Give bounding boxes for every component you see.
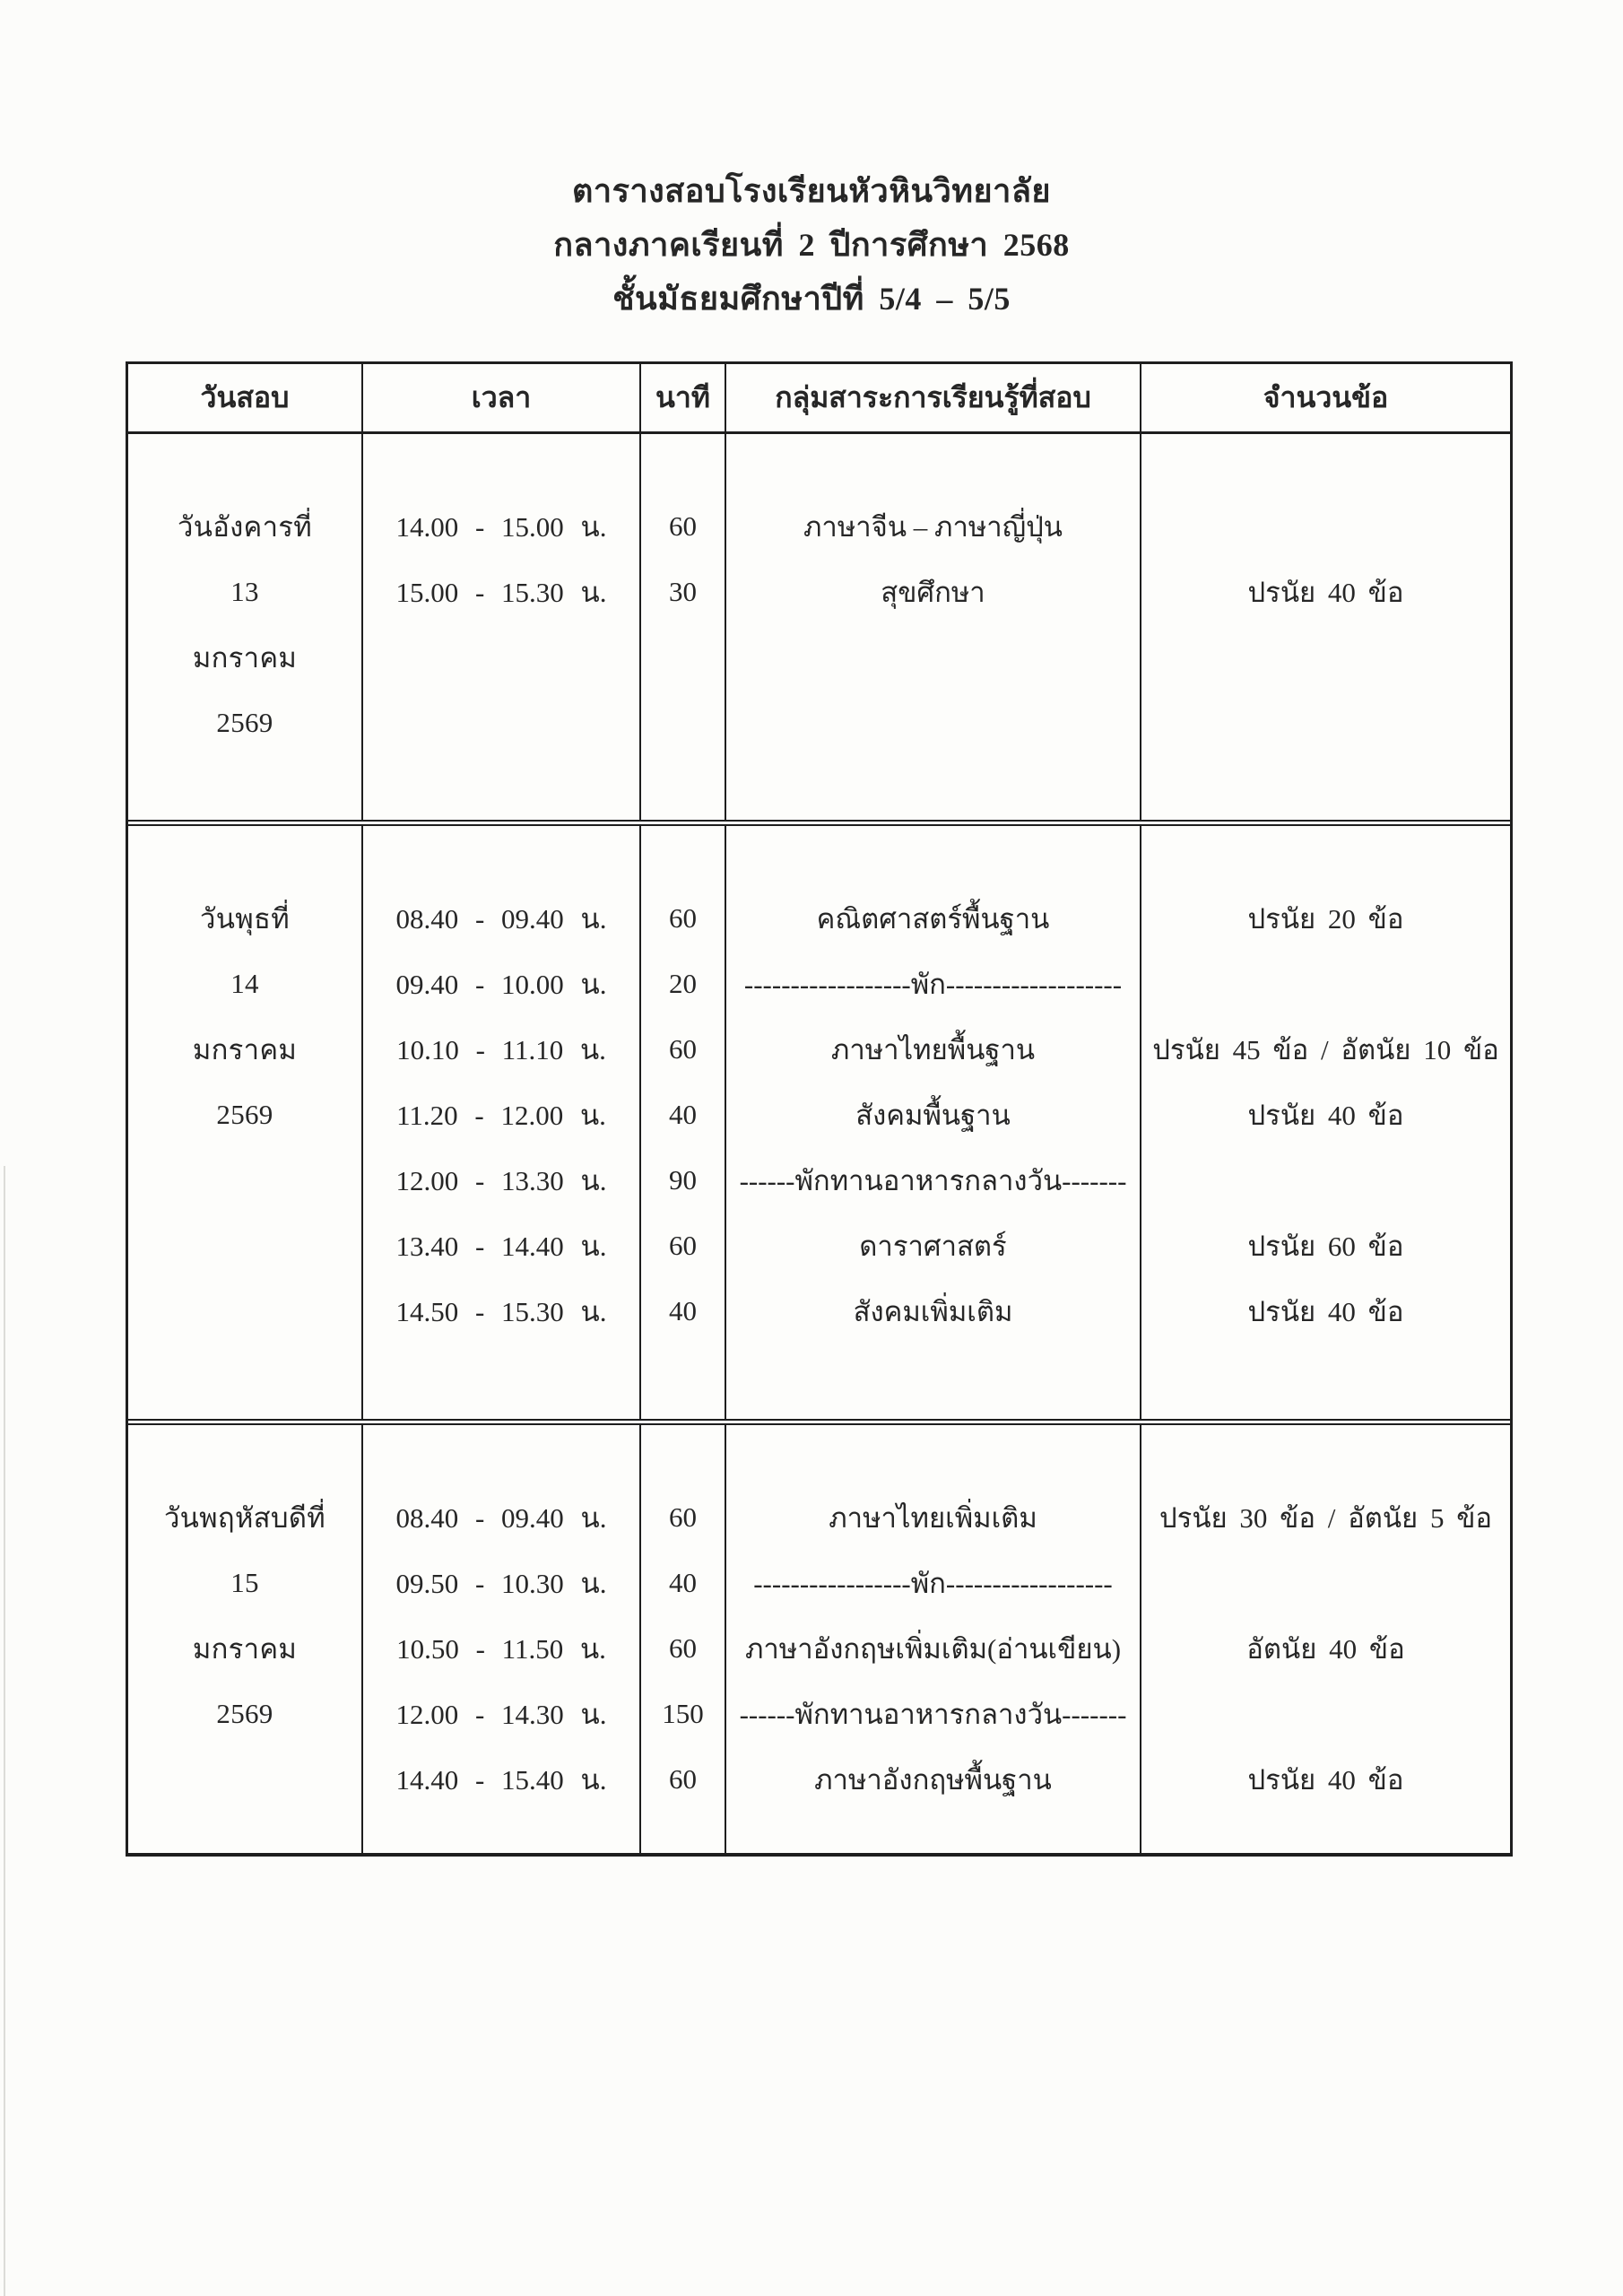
- question-count-cell: ปรนัย 40 ข้อ: [1247, 1295, 1404, 1327]
- question-count-cell: [1141, 1550, 1510, 1615]
- column-header-time: เวลา: [363, 364, 641, 431]
- column-header-subject-group: กลุ่มสาระการเรียนรู้ที่สอบ: [726, 364, 1141, 431]
- questions-column: [1141, 434, 1510, 820]
- time-cell: 15.00 - 15.30 น.: [395, 576, 607, 608]
- exam-date-line-2: 14: [230, 967, 259, 999]
- time-column: [363, 1425, 641, 1853]
- minutes-column: [641, 826, 726, 1419]
- subject-cell: ------พักทานอาหารกลางวัน-------: [739, 1164, 1127, 1196]
- time-cell: 11.20 - 12.00 น.: [396, 1099, 606, 1131]
- subject-cell: สุขศึกษา: [881, 576, 985, 608]
- time-column: [363, 826, 641, 1419]
- column-header-minutes: นาที: [641, 364, 726, 431]
- subject-cell: ภาษาอังกฤษพื้นฐาน: [814, 1763, 1052, 1796]
- subject-column: [726, 826, 1141, 1419]
- question-count-cell: ปรนัย 60 ข้อ: [1247, 1230, 1404, 1262]
- minutes-cell: 90: [669, 1163, 697, 1196]
- minutes-cell: 60: [669, 1500, 697, 1533]
- column-header-question-count: จำนวนข้อ: [1263, 381, 1389, 413]
- exam-date-column: [128, 826, 363, 1419]
- subject-cell: ภาษาไทยเพิ่มเติม: [829, 1501, 1037, 1534]
- exam-date-column: [128, 1425, 363, 1853]
- time-cell: 13.40 - 14.40 น.: [395, 1230, 607, 1262]
- question-count-cell: ปรนัย 20 ข้อ: [1247, 902, 1404, 935]
- subject-cell: -----------------พัก------------------: [753, 1567, 1113, 1599]
- exam-date-line-4: 2569: [216, 1098, 273, 1130]
- time-cell: 14.50 - 15.30 น.: [395, 1295, 607, 1327]
- subject-column: [726, 434, 1141, 820]
- question-count-cell: [1141, 951, 1510, 1016]
- subject-cell: ภาษาไทยพื้นฐาน: [830, 1033, 1036, 1065]
- question-count-cell: ปรนัย 40 ข้อ: [1247, 1763, 1404, 1796]
- minutes-column: [641, 434, 726, 820]
- time-cell: 10.50 - 11.50 น.: [396, 1632, 606, 1665]
- time-cell: 10.10 - 11.10 น.: [396, 1033, 606, 1065]
- exam-schedule-table: [126, 361, 1513, 1857]
- exam-date-line-1: วันอังคารที่: [178, 510, 312, 543]
- subject-cell: ------พักทานอาหารกลางวัน-------: [739, 1698, 1127, 1730]
- minutes-cell: 60: [669, 1032, 697, 1065]
- exam-date-line-2: 15: [230, 1566, 259, 1598]
- document-title: [0, 164, 1623, 326]
- minutes-cell: 40: [669, 1098, 697, 1130]
- exam-date-line-3: มกราคม: [192, 1033, 298, 1065]
- subject-cell: ------------------พัก-------------------: [743, 968, 1123, 1000]
- document-title-line-3: ชั้นมัธยมศึกษาปีที่ 5/4 – 5/5: [612, 281, 1011, 317]
- subject-column: [726, 1425, 1141, 1853]
- time-cell: 09.40 - 10.00 น.: [395, 968, 607, 1000]
- minutes-cell: 60: [669, 1229, 697, 1261]
- minutes-column: [641, 1425, 726, 1853]
- subject-cell: ภาษาอังกฤษเพิ่มเติม(อ่านเขียน): [744, 1632, 1122, 1665]
- subject-cell: คณิตศาสตร์พื้นฐาน: [816, 902, 1050, 935]
- table-body: [128, 434, 1510, 1853]
- minutes-cell: 150: [662, 1697, 704, 1729]
- exam-date-line-3: มกราคม: [192, 1632, 298, 1665]
- time-cell: 12.00 - 14.30 น.: [395, 1698, 607, 1730]
- day-block-2: [128, 826, 1510, 1425]
- subject-cell: สังคมเพิ่มเติม: [853, 1295, 1013, 1327]
- time-column: [363, 434, 641, 820]
- document-title-line-2: กลางภาคเรียนที่ 2 ปีการศึกษา 2568: [553, 227, 1070, 263]
- question-count-cell: อัตนัย 40 ข้อ: [1246, 1632, 1405, 1665]
- minutes-cell: 40: [669, 1566, 697, 1598]
- scan-edge-artifact: [4, 1166, 5, 2296]
- exam-date-column: [128, 434, 363, 820]
- time-cell: 08.40 - 09.40 น.: [395, 1501, 607, 1534]
- questions-column: [1141, 1425, 1510, 1853]
- exam-date-line-1: วันพฤหัสบดีที่: [163, 1501, 326, 1534]
- time-cell: 14.40 - 15.40 น.: [395, 1763, 607, 1796]
- minutes-cell: 60: [669, 1762, 697, 1795]
- subject-cell: ดาราศาสตร์: [859, 1230, 1007, 1262]
- question-count-cell: [1141, 1147, 1510, 1213]
- minutes-cell: 40: [669, 1294, 697, 1326]
- column-header-exam-date: วันสอบ: [128, 364, 363, 431]
- exam-date-line-2: 13: [230, 575, 259, 607]
- question-count-cell: [1141, 1681, 1510, 1746]
- question-count-cell: ปรนัย 40 ข้อ: [1247, 576, 1404, 608]
- question-count-cell: ปรนัย 45 ข้อ / อัตนัย 10 ข้อ: [1152, 1033, 1499, 1065]
- time-cell: 08.40 - 09.40 น.: [395, 902, 607, 935]
- document-title-line-1: ตารางสอบโรงเรียนหัวหินวิทยาลัย: [572, 173, 1051, 209]
- minutes-cell: 20: [669, 967, 697, 999]
- time-cell: 14.00 - 15.00 น.: [395, 510, 607, 543]
- minutes-cell: 60: [669, 509, 697, 542]
- question-count-cell: ปรนัย 40 ข้อ: [1247, 1099, 1404, 1131]
- time-cell: 12.00 - 13.30 น.: [395, 1164, 607, 1196]
- minutes-cell: 60: [669, 1631, 697, 1664]
- time-cell: 09.50 - 10.30 น.: [395, 1567, 607, 1599]
- day-block-3: [128, 1425, 1510, 1853]
- questions-column: [1141, 826, 1510, 1419]
- exam-date-line-4: 2569: [216, 706, 273, 738]
- question-count-cell: ปรนัย 30 ข้อ / อัตนัย 5 ข้อ: [1159, 1501, 1493, 1534]
- day-block-1: [128, 434, 1510, 826]
- subject-cell: ภาษาจีน – ภาษาญี่ปุ่น: [803, 510, 1063, 543]
- question-count-cell: [1141, 493, 1510, 559]
- exam-date-line-4: 2569: [216, 1697, 273, 1729]
- subject-cell: สังคมพื้นฐาน: [855, 1099, 1011, 1131]
- exam-date-line-1: วันพุธที่: [200, 902, 290, 935]
- table-header-row: [128, 364, 1510, 434]
- minutes-cell: 30: [669, 575, 697, 607]
- minutes-cell: 60: [669, 901, 697, 934]
- exam-date-line-3: มกราคม: [192, 641, 298, 674]
